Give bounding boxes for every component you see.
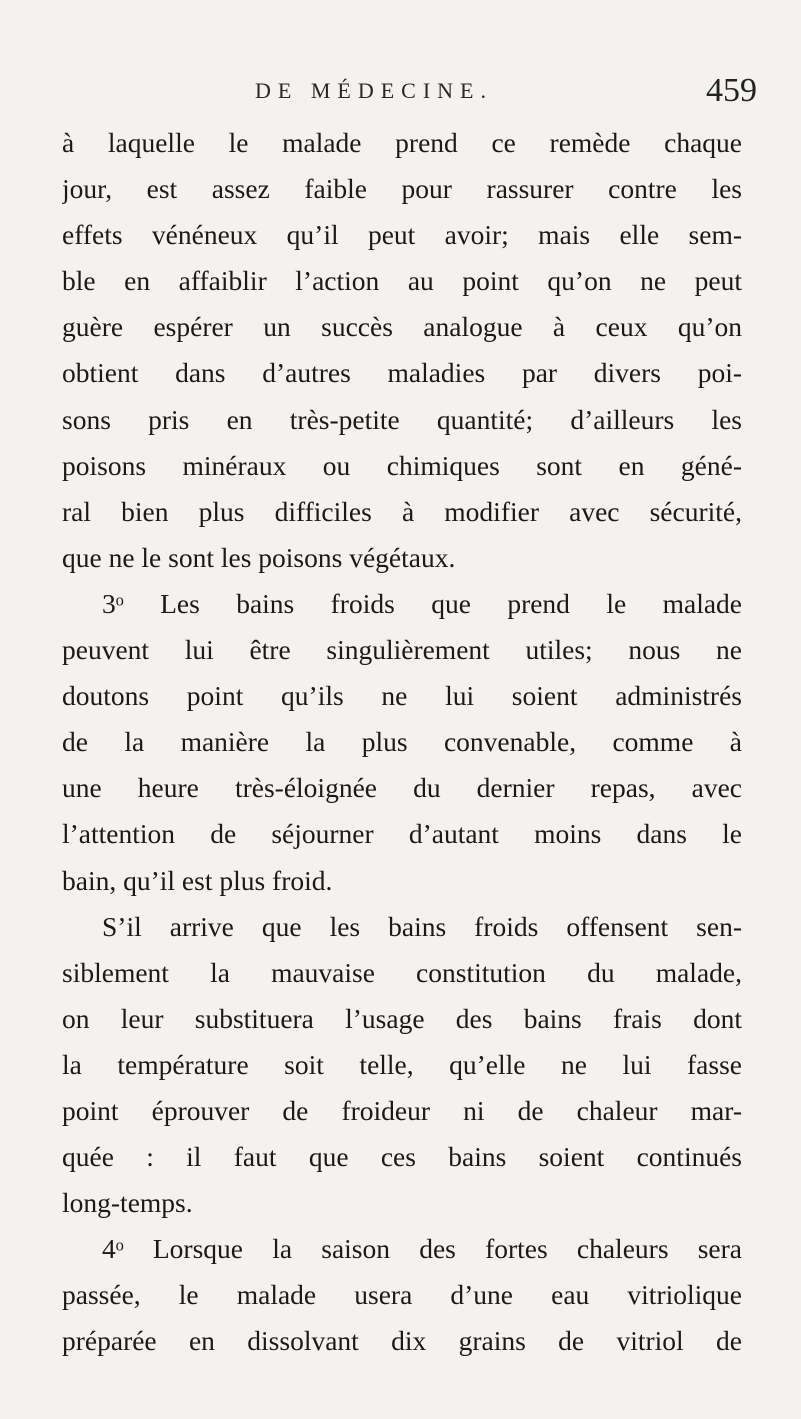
running-head: DE MÉDECINE.: [255, 78, 493, 103]
text-line: S’il arrive que les bains froids offensent sen-: [102, 910, 742, 942]
text-line: guère espérer un succès analogue à ceux qu’on: [62, 311, 742, 343]
text-line: la température soit telle, qu’elle ne lui fasse: [62, 1048, 742, 1080]
text-line: peuvent lui être singulièrement utiles; nous ne: [62, 634, 742, 666]
text-line: ral bien plus difficiles à modifier avec sécurité,: [62, 495, 742, 527]
text-line: à laquelle le malade prend ce remède chaque: [62, 127, 742, 158]
page-number: 459: [706, 72, 757, 109]
text-line: sons pris en très-petite quantité; d’ailleurs les: [62, 403, 742, 435]
text-line: préparée en dissolvant dix grains de vitriol de: [62, 1325, 742, 1357]
text-line: bain, qu’il est plus froid.: [62, 864, 333, 896]
text-line: on leur substituera l’usage des bains frais dont: [62, 1002, 742, 1034]
text-line: poisons minéraux ou chimiques sont en géné-: [62, 449, 742, 481]
text-line: quée : il faut que ces bains soient continués: [62, 1141, 742, 1173]
text-line: doutons point qu’ils ne lui soient administrés: [62, 680, 742, 712]
text-line: une heure très-éloignée du dernier repas, avec: [62, 772, 742, 804]
text-line: 4ᵒ Lorsque la saison des fortes chaleurs sera: [102, 1233, 742, 1265]
text-line: ble en affaiblir l’action au point qu’on ne peut: [62, 265, 742, 297]
text-line: passée, le malade usera d’une eau vitriolique: [62, 1279, 742, 1311]
text-line: siblement la mauvaise constitution du malade,: [62, 956, 742, 988]
text-line: de la manière la plus convenable, comme à: [62, 726, 742, 758]
text-line: point éprouver de froideur ni de chaleur mar-: [62, 1094, 742, 1126]
text-line: que ne le sont les poisons végétaux.: [62, 541, 456, 573]
text-line: long-temps.: [62, 1187, 193, 1219]
text-line: obtient dans d’autres maladies par divers poi-: [62, 357, 742, 389]
text-line: 3ᵒ Les bains froids que prend le malade: [102, 587, 742, 619]
body-text: [62, 120, 742, 1365]
text-line: l’attention de séjourner d’autant moins dans le: [62, 818, 742, 850]
text-line: jour, est assez faible pour rassurer contre les: [62, 173, 742, 205]
text-line: effets vénéneux qu’il peut avoir; mais elle sem-: [62, 219, 742, 251]
